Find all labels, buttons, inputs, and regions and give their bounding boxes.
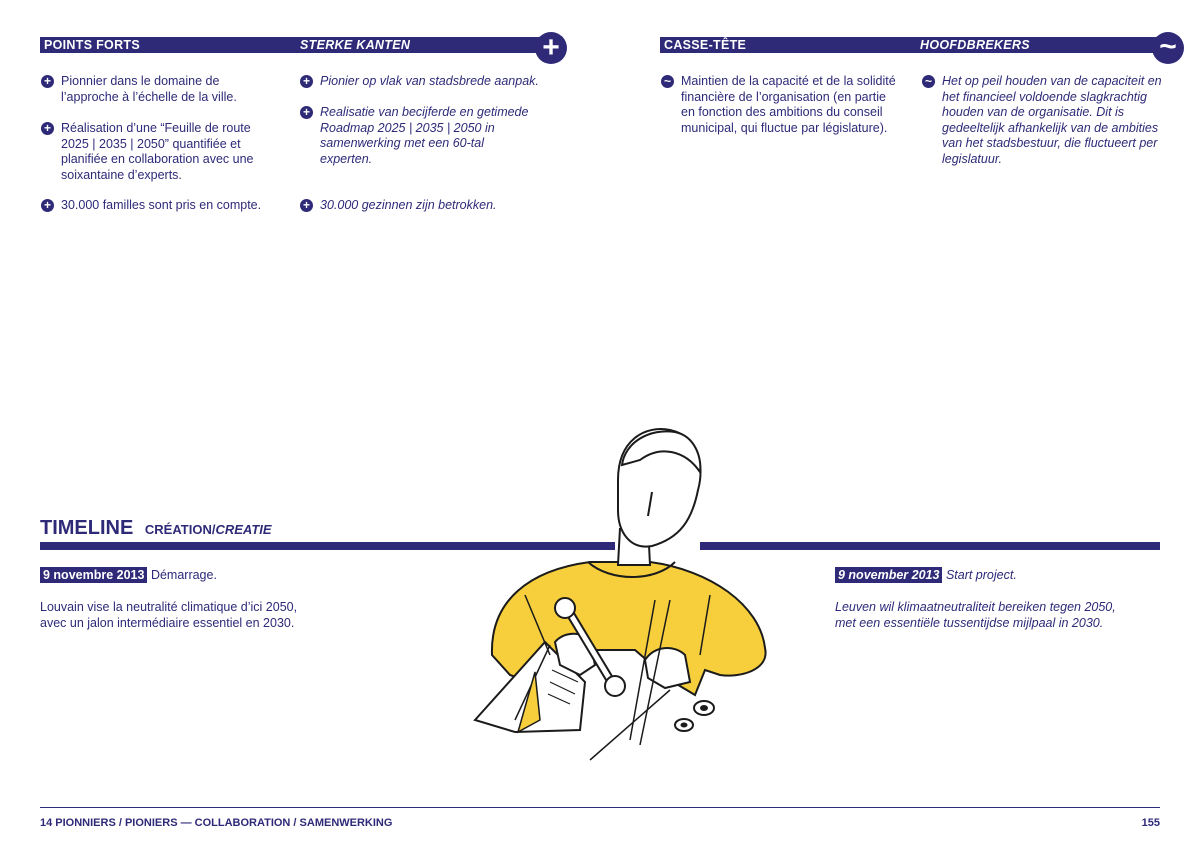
page-number: 155 [1141, 817, 1160, 829]
strength-nl-1: + Pionier op vlak van stadsbrede aanpak. [320, 74, 560, 90]
plus-bullet-icon: + [41, 199, 54, 212]
tilde-bullet-icon: ~ [922, 75, 935, 88]
strength-fr-2: + Réalisation d’une “Feuille de route 2025 | 2035 | 2050” quantifiée et planifiée en collaboration avec une soixantaine d’experts. [61, 121, 271, 183]
plus-bullet-icon: + [41, 122, 54, 135]
timeline-fr-date: 9 novembre 2013 [40, 567, 147, 583]
timeline-bar-right [700, 542, 1160, 550]
plus-bullet-icon: + [300, 199, 313, 212]
tilde-bullet-icon: ~ [661, 75, 674, 88]
plus-bullet-icon: + [41, 75, 54, 88]
footer-section-title: 14 PIONNIERS / PIONIERS — COLLABORATION / SAMENWERKING [40, 817, 393, 829]
person-with-wrench-illustration [470, 420, 770, 765]
strength-fr-3: + 30.000 familles sont pris en compte. [61, 198, 291, 214]
strengths-header-nl: STERKE KANTEN [300, 38, 411, 52]
strength-fr-1: + Pionnier dans le domaine de l’approche à l’échelle de la ville. [61, 74, 261, 105]
strength-nl-3: + 30.000 gezinnen zijn betrokken. [320, 198, 550, 214]
plus-icon: + [535, 32, 567, 64]
challenges-header-fr: CASSE-TÊTE [664, 38, 747, 52]
tilde-icon: ~ [1152, 32, 1184, 64]
challenges-header-nl: HOOFDBREKERS [920, 38, 1030, 52]
challenge-fr-1: ~ Maintien de la capacité et de la solidité financière de l’organisation (en partie en fonction des ambitions du conseil municipal, qui fluctue par législature). [681, 74, 896, 136]
footer-rule [40, 807, 1160, 808]
timeline-fr-label: Démarrage. [150, 568, 217, 582]
strengths-header [40, 37, 548, 53]
challenge-nl-1: ~ Het op peil houden van de capaciteit en het financieel voldoende slagkrachtig houden van de organisatie. Dit is gedeeltelijk afhankelijk van de ambities van het stadsbestuur, die fluctueert per legislatuur. [942, 74, 1164, 167]
challenges-header [660, 37, 1168, 53]
timeline-nl-label: Start project. [945, 568, 1017, 582]
timeline-subtitle: CRÉATION/CREATIE [144, 522, 272, 537]
strengths-header-fr: POINTS FORTS [44, 38, 140, 52]
timeline-bar-left [40, 542, 615, 550]
timeline-title: TIMELINE CRÉATION/CREATIE [40, 517, 272, 539]
plus-bullet-icon: + [300, 106, 313, 119]
strength-nl-2: + Realisatie van becijferde en getimede Roadmap 2025 | 2035 | 2050 in samenwerking met een 60-tal experten. [320, 105, 535, 167]
plus-bullet-icon: + [300, 75, 313, 88]
timeline-fr-entry [40, 568, 340, 584]
timeline-nl-date: 9 november 2013 [835, 567, 942, 583]
timeline-nl-text: Leuven wil klimaatneutraliteit bereiken tegen 2050, met een essentiële tussentijdse mijlpaal in 2030. [835, 600, 1116, 630]
timeline-nl-entry [835, 568, 1135, 584]
timeline-fr-text: Louvain vise la neutralité climatique d’ici 2050, avec un jalon intermédiaire essentiel en 2030. [40, 600, 298, 630]
